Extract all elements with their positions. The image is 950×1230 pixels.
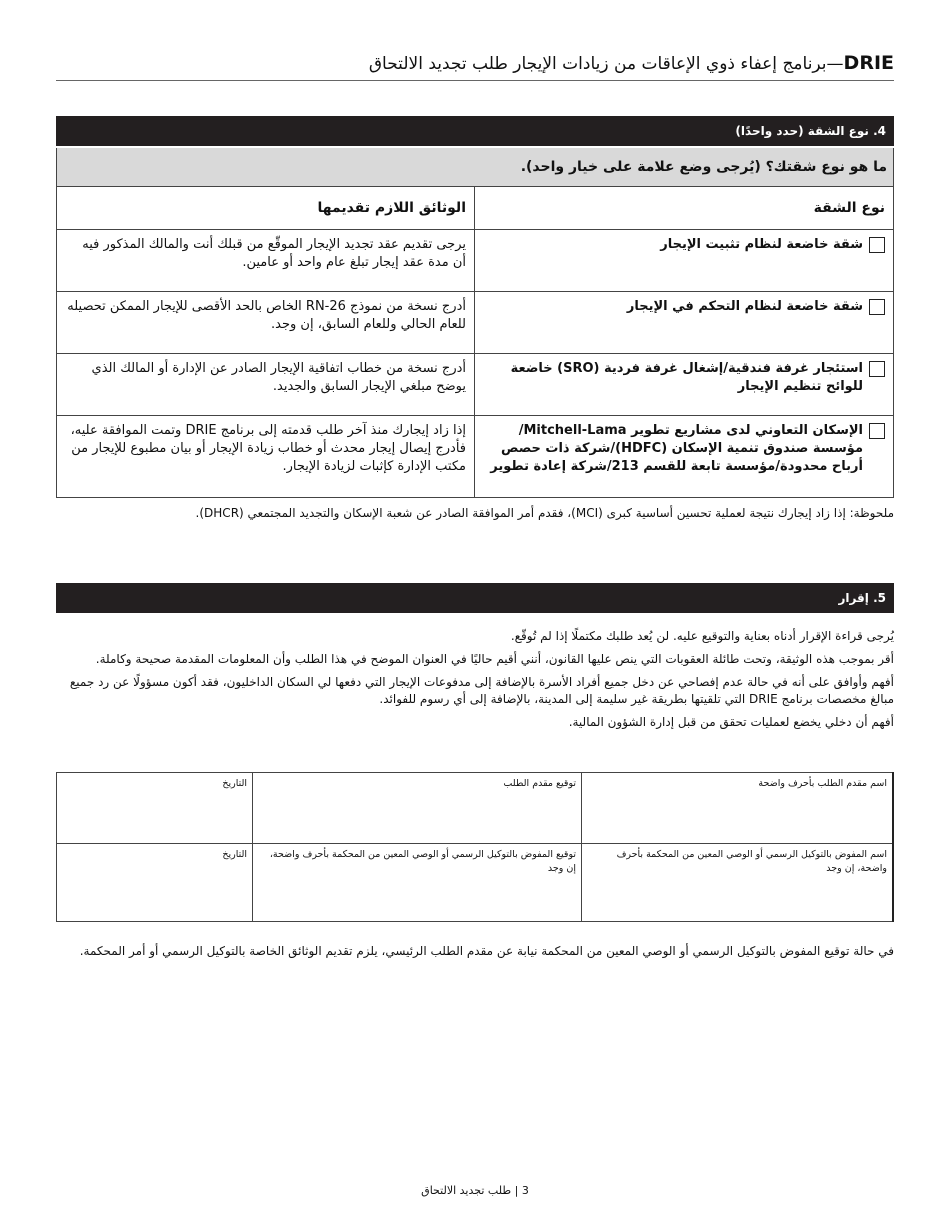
poa-date-field[interactable]: التاريخ [57,844,253,922]
apartment-question: ما هو نوع شقتك؟ (يُرجى وضع علامة على خيار واحد). [56,148,894,186]
declaration-text [56,628,894,737]
page-title [369,52,894,74]
declaration-paragraph: يُرجى قراءة الإقرار أدناه بعناية والتوقيع عليه. لن يُعد طلبك مكتملًا إذا لم تُوقّع. [510,629,894,643]
checkbox-rent-stabilized[interactable] [869,237,885,253]
docs-cell: يرجى تقديم عقد تجديد الإيجار الموقّع من قبلك أنت والمالك المذكور فيه أن مدة عقد إيجار تبلغ عام واحد أو عامين. [57,230,475,292]
docs-cell: أدرج نسخة من خطاب اتفاقية الإيجار الصادر عن الإدارة أو المالك الذي يوضح مبلغي الإيجار السابق والجديد. [57,354,475,416]
docs-cell: أدرج نسخة من نموذج RN-26 الخاص بالحد الأقصى للإيجار الممكن تحصيله للعام الحالي وللعام السابق، إن وجد. [57,292,475,354]
table-row [57,230,894,292]
option-label: شقة خاضعة لنظام تثبيت الإيجار [660,237,863,252]
declaration-paragraph: أفهم أن دخلي يخضع لعمليات تحقق من قبل إدارة الشؤون المالية. [568,715,894,729]
docs-cell: إذا زاد إيجارك منذ آخر طلب قدمته إلى برنامج DRIE وتمت الموافقة عليه، فأدرج إيصال إيجار محدث أو خطاب زيادة الإيجار أو بيان مطبوع للإيجار من مكتب الإدارة كإثبات لزيادة الإيجار. [57,416,475,498]
mci-note: ملحوظة: إذا زاد إيجارك نتيجة لعملية تحسين أساسية كبرى (MCI)، فقدم أمر الموافقة الصادر عن شعبة الإسكان والتجديد المجتمعي (DHCR). [195,506,894,520]
poa-signature-field[interactable]: توقيع المفوض بالتوكيل الرسمي أو الوصي المعين من المحكمة بأحرف واضحة، إن وجد [253,844,582,922]
page-footer: 3 | طلب تجديد الالتحاق [421,1184,529,1197]
applicant-signature-field[interactable]: توقيع مقدم الطلب [253,773,582,844]
header-title: —برنامج إعفاء ذوي الإعاقات من زيادات الإيجار طلب تجديد الالتحاق [368,54,844,74]
date-field[interactable]: التاريخ [57,773,253,844]
poa-name-field[interactable]: اسم المفوض بالتوكيل الرسمي أو الوصي المعين من المحكمة بأحرف واضحة، إن وجد [582,844,894,922]
option-label: استئجار غرفة فندقية/إشغال غرفة فردية (SRO) خاضعة للوائح تنظيم الإيجار [510,361,863,394]
option-label: شقة خاضعة لنظام التحكم في الإيجار [626,299,863,314]
checkbox-sro[interactable] [869,361,885,377]
applicant-name-field[interactable]: اسم مقدم الطلب بأحرف واضحة [582,773,894,844]
declaration-paragraph: أقر بموجب هذه الوثيقة، وتحت طائلة العقوبات التي ينص عليها القانون، أنني أقيم حاليًا في العنوان الموضح في هذا الطلب وأن المعلومات المقدمة صحيحة وكاملة. [95,652,894,666]
section-4-header: 4. نوع الشقة (حدد واحدًا) [56,116,894,146]
declaration-paragraph: أفهم وأوافق على أنه في حالة عدم إفصاحي عن دخل جميع أفراد الأسرة بالإضافة إلى مدفوعات الإيجار التي دفعها لي السكان الداخليون، فقد أكون مسؤولًا عن رد جميع مبالغ مخصصات برنامج DRIE التي تلقيتها بطريقة غير سليمة إلى المدينة، بالإضافة إلى أي رسوم للفوائد. [69,675,894,706]
col-required-docs: الوثائق اللازم تقديمها [57,187,475,230]
option-label: الإسكان التعاوني لدى مشاريع تطوير Mitchell-Lama/مؤسسة صندوق تنمية الإسكان (HDFC)/شركة ذات حصص أرباح محدودة/مؤسسة تابعة للقسم 213/شركة إعادة تطوير [490,423,863,474]
signature-table [56,772,894,922]
table-row [57,354,894,416]
page-header [56,50,894,81]
checkbox-cooperative-housing[interactable] [869,423,885,439]
brand: DRIE [843,52,894,74]
poa-note: في حالة توقيع المفوض بالتوكيل الرسمي أو الوصي المعين من المحكمة نيابة عن مقدم الطلب الرئيسي، يلزم تقديم الوثائق الخاصة بالتوكيل الرسمي أو أمر المحكمة. [79,944,894,958]
col-apartment-type: نوع الشقة [475,187,894,230]
apartment-type-table [56,186,894,498]
section-5-header: 5. إقرار [56,583,894,613]
checkbox-rent-controlled[interactable] [869,299,885,315]
table-row [57,292,894,354]
table-row [57,416,894,498]
